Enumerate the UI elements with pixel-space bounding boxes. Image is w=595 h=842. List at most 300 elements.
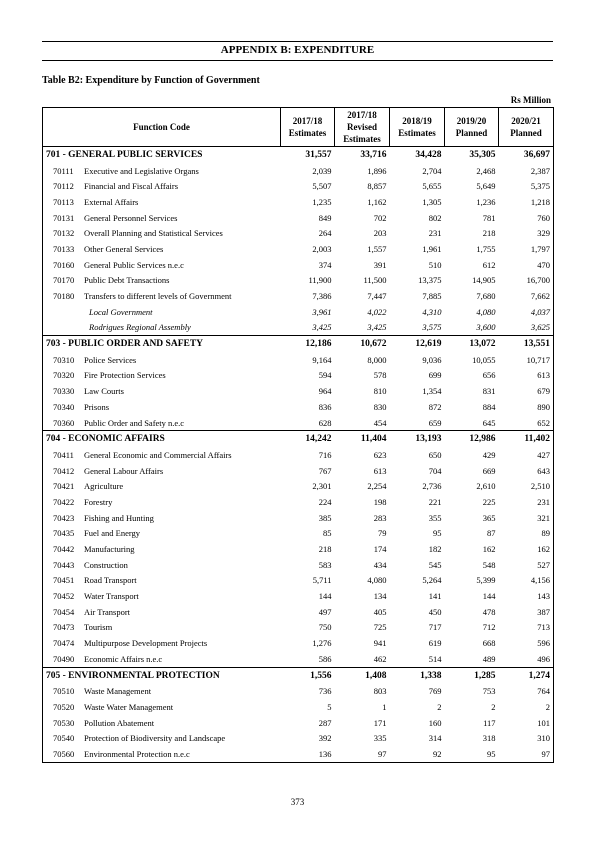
value-cell: 231 — [537, 496, 550, 507]
function-code: 70160 — [53, 259, 75, 270]
function-label: Fuel and Energy — [84, 528, 141, 539]
value-cell: 318 — [482, 733, 496, 744]
function-label: Police Services — [84, 354, 137, 365]
value-cell: 182 — [428, 544, 442, 555]
column-header-2020-21-planned: 2020/21 Planned — [499, 108, 554, 147]
value-cell: 14,905 — [472, 275, 496, 286]
value-cell: 645 — [482, 417, 496, 428]
value-cell: 679 — [537, 386, 550, 397]
function-cell — [43, 526, 281, 542]
value-cell: 619 — [428, 638, 442, 649]
value-cell: 545 — [428, 559, 442, 570]
value-cell: 7,386 — [312, 291, 332, 302]
function-label: Pollution Abatement — [84, 717, 155, 728]
table-row — [43, 383, 554, 399]
function-code: 70422 — [53, 496, 75, 507]
appendix-title: APPENDIX B: EXPENDITURE — [220, 44, 375, 56]
value-cell: 462 — [373, 653, 387, 664]
table-row — [43, 715, 554, 731]
table-row — [43, 510, 554, 526]
value-cell: 2 — [437, 701, 442, 712]
value-cell: 3,600 — [476, 322, 496, 333]
expenditure-table — [42, 107, 554, 763]
value-cell: 717 — [428, 622, 442, 633]
value-cell: 454 — [373, 417, 387, 428]
table-row — [43, 399, 554, 415]
value-cell: 872 — [428, 401, 442, 412]
function-code: 70113 — [53, 196, 74, 207]
function-label: Waste Water Management — [84, 701, 174, 712]
section-label: 703 - PUBLIC ORDER AND SAFETY — [43, 336, 281, 352]
function-code: 70421 — [53, 481, 75, 492]
function-cell — [43, 683, 281, 699]
function-cell — [43, 273, 281, 289]
value-cell: 1,408 — [335, 667, 390, 683]
function-code: 70423 — [53, 512, 75, 523]
value-cell: 668 — [482, 638, 496, 649]
function-cell — [43, 241, 281, 257]
value-cell: 14,242 — [281, 431, 335, 447]
value-cell: 578 — [373, 370, 387, 381]
function-code: 70454 — [53, 606, 75, 617]
value-cell: 203 — [373, 228, 387, 239]
value-cell: 1,354 — [422, 386, 442, 397]
table-row — [43, 746, 554, 762]
table-row — [43, 241, 554, 257]
value-cell: 3,961 — [312, 306, 332, 317]
value-cell: 510 — [428, 259, 442, 270]
value-cell: 264 — [318, 228, 332, 239]
function-cell — [43, 604, 281, 620]
value-cell: 767 — [318, 465, 332, 476]
value-cell: 174 — [373, 544, 387, 555]
value-cell: 2,301 — [312, 481, 332, 492]
function-code: 70443 — [53, 559, 75, 570]
value-cell: 224 — [318, 496, 332, 507]
function-code: 70112 — [53, 181, 74, 192]
function-cell — [43, 588, 281, 604]
function-label: External Affairs — [84, 196, 139, 207]
function-cell — [43, 383, 281, 399]
value-cell: 1,276 — [312, 638, 332, 649]
value-cell: 1,274 — [499, 667, 554, 683]
table-row — [43, 573, 554, 589]
function-code: 70474 — [53, 638, 75, 649]
function-code: 70510 — [53, 686, 75, 697]
section-label: 705 - ENVIRONMENTAL PROTECTION — [43, 667, 281, 683]
column-header-2017-18-revised-estimates: 2017/18 Revised Estimates — [335, 108, 390, 147]
value-cell: 335 — [373, 733, 387, 744]
column-header-2019-20-planned: 2019/20 Planned — [445, 108, 499, 147]
function-code: 70310 — [53, 354, 75, 365]
value-cell: 141 — [428, 591, 442, 602]
value-cell: 514 — [428, 653, 442, 664]
value-cell: 7,680 — [476, 291, 496, 302]
value-cell: 712 — [482, 622, 496, 633]
function-label: General Labour Affairs — [84, 465, 164, 476]
value-cell: 699 — [428, 370, 442, 381]
value-cell: 5 — [327, 701, 332, 712]
value-cell: 716 — [318, 449, 332, 460]
function-code: 70340 — [53, 401, 75, 412]
value-cell: 583 — [318, 559, 332, 570]
value-cell: 2,468 — [476, 165, 496, 176]
value-cell: 2,736 — [422, 481, 442, 492]
function-code: 70520 — [53, 701, 75, 712]
value-cell: 11,900 — [308, 275, 332, 286]
value-cell: 750 — [318, 622, 332, 633]
function-cell — [43, 178, 281, 194]
value-cell: 221 — [428, 496, 442, 507]
value-cell: 310 — [537, 733, 550, 744]
function-label: Environmental Protection n.e.c — [84, 748, 190, 759]
sub-item-row — [43, 320, 554, 336]
function-label: Tourism — [84, 622, 113, 633]
value-cell: 1,218 — [530, 196, 550, 207]
value-cell: 5,711 — [312, 575, 332, 586]
value-cell: 849 — [318, 212, 332, 223]
value-cell: 143 — [537, 591, 550, 602]
function-label: Fishing and Hunting — [84, 512, 154, 523]
table-row — [43, 463, 554, 479]
function-code: 70111 — [53, 165, 74, 176]
value-cell: 1,236 — [476, 196, 496, 207]
value-cell: 890 — [537, 401, 550, 412]
value-cell: 781 — [482, 212, 496, 223]
value-cell: 713 — [537, 622, 550, 633]
value-cell: 231 — [428, 228, 442, 239]
header-rule — [42, 60, 553, 61]
value-cell: 9,164 — [312, 354, 332, 365]
function-label: Prisons — [84, 401, 110, 412]
function-code: 70412 — [53, 465, 75, 476]
value-cell: 13,072 — [445, 336, 499, 352]
value-cell: 1 — [382, 701, 387, 712]
value-cell: 5,399 — [476, 575, 496, 586]
value-cell: 1,305 — [422, 196, 442, 207]
table-row — [43, 368, 554, 384]
function-label: Other General Services — [84, 243, 164, 254]
value-cell: 198 — [373, 496, 387, 507]
value-cell: 16,700 — [526, 275, 550, 286]
function-label: Public Debt Transactions — [84, 275, 170, 286]
value-cell: 13,551 — [499, 336, 554, 352]
value-cell: 2,039 — [312, 165, 332, 176]
sub-item-label: Local Government — [89, 306, 153, 317]
value-cell: 2,704 — [422, 165, 442, 176]
function-label: Protection of Biodiversity and Landscape — [84, 733, 226, 744]
function-cell — [43, 557, 281, 573]
value-cell: 117 — [483, 717, 496, 728]
value-cell: 13,375 — [418, 275, 442, 286]
value-cell: 650 — [428, 449, 442, 460]
function-cell — [43, 510, 281, 526]
function-code: 70540 — [53, 733, 75, 744]
value-cell: 836 — [318, 401, 332, 412]
function-code: 70530 — [53, 717, 75, 728]
table-row — [43, 273, 554, 289]
function-cell — [43, 635, 281, 651]
value-cell: 218 — [482, 228, 496, 239]
table-body — [43, 147, 554, 763]
value-cell: 596 — [537, 638, 550, 649]
value-cell: 374 — [318, 259, 332, 270]
value-cell: 162 — [482, 544, 496, 555]
value-cell: 659 — [428, 417, 442, 428]
value-cell: 2,387 — [530, 165, 550, 176]
value-cell: 704 — [428, 465, 442, 476]
value-cell: 2,254 — [367, 481, 387, 492]
value-cell: 3,575 — [422, 322, 442, 333]
value-cell: 2,610 — [476, 481, 496, 492]
function-cell — [43, 163, 281, 179]
value-cell: 10,717 — [526, 354, 550, 365]
value-cell: 387 — [537, 606, 550, 617]
value-cell: 2 — [545, 701, 550, 712]
function-code: 70180 — [53, 291, 75, 302]
value-cell: 429 — [482, 449, 496, 460]
value-cell: 489 — [482, 653, 496, 664]
value-cell: 478 — [482, 606, 496, 617]
function-cell — [43, 447, 281, 463]
function-code: 70473 — [53, 622, 75, 633]
function-cell — [43, 620, 281, 636]
value-cell: 1,556 — [281, 667, 335, 683]
table-row — [43, 194, 554, 210]
value-cell: 1,896 — [367, 165, 387, 176]
function-cell — [43, 730, 281, 746]
value-cell: 725 — [373, 622, 387, 633]
function-code: 70131 — [53, 212, 75, 223]
value-cell: 97 — [335, 746, 390, 762]
value-cell: 101 — [537, 717, 550, 728]
value-cell: 769 — [428, 686, 442, 697]
column-header-2018-19-estimates: 2018/19 Estimates — [390, 108, 445, 147]
value-cell: 4,037 — [530, 306, 550, 317]
table-row — [43, 557, 554, 573]
value-cell: 8,000 — [367, 354, 387, 365]
value-cell: 7,662 — [530, 291, 550, 302]
table-row — [43, 257, 554, 273]
value-cell: 802 — [428, 212, 442, 223]
function-cell — [43, 368, 281, 384]
table-row — [43, 730, 554, 746]
function-label: Construction — [84, 559, 128, 570]
table-row — [43, 604, 554, 620]
value-cell: 1,557 — [367, 243, 387, 254]
table-row — [43, 478, 554, 494]
function-code: 70452 — [53, 591, 75, 602]
value-cell: 643 — [537, 465, 550, 476]
function-label: Law Courts — [84, 386, 124, 397]
value-cell: 405 — [373, 606, 387, 617]
value-cell: 8,857 — [367, 181, 387, 192]
value-cell: 1,162 — [367, 196, 387, 207]
value-cell: 1,235 — [312, 196, 332, 207]
function-cell — [43, 415, 281, 431]
value-cell: 1,961 — [422, 243, 442, 254]
value-cell: 79 — [378, 528, 387, 539]
function-cell — [43, 399, 281, 415]
value-cell: 134 — [373, 591, 387, 602]
value-cell: 613 — [373, 465, 387, 476]
value-cell: 11,404 — [335, 431, 390, 447]
value-cell: 5,375 — [530, 181, 550, 192]
function-label: Forestry — [84, 496, 113, 507]
value-cell: 1,285 — [445, 667, 499, 683]
value-cell: 656 — [482, 370, 496, 381]
value-cell: 144 — [482, 591, 496, 602]
table-row — [43, 415, 554, 431]
function-label: Executive and Legislative Organs — [84, 165, 199, 176]
value-cell: 3,425 — [312, 322, 332, 333]
function-code: 70132 — [53, 228, 75, 239]
value-cell: 2,003 — [312, 243, 332, 254]
value-cell: 321 — [537, 512, 550, 523]
function-label: Overall Planning and Statistical Services — [84, 228, 223, 239]
column-header-2017-18-estimates: 2017/18 Estimates — [281, 108, 335, 147]
function-code: 70133 — [53, 243, 75, 254]
value-cell: 5,507 — [312, 181, 332, 192]
value-cell: 10,055 — [472, 354, 496, 365]
section-label: 701 - GENERAL PUBLIC SERVICES — [46, 149, 203, 160]
value-cell: 803 — [373, 686, 387, 697]
value-cell: 355 — [428, 512, 442, 523]
value-cell: 136 — [281, 746, 335, 762]
function-label: Water Transport — [84, 591, 139, 602]
value-cell: 669 — [482, 465, 496, 476]
function-label: General Economic and Commercial Affairs — [84, 449, 232, 460]
value-cell: 36,697 — [523, 149, 550, 160]
value-cell: 613 — [537, 370, 550, 381]
function-cell — [43, 715, 281, 731]
value-cell: 4,022 — [367, 306, 387, 317]
value-cell: 548 — [482, 559, 496, 570]
value-cell: 5,649 — [476, 181, 496, 192]
value-cell: 9,036 — [422, 354, 442, 365]
value-cell: 2 — [491, 701, 496, 712]
value-cell: 385 — [318, 512, 332, 523]
value-cell: 10,672 — [335, 336, 390, 352]
value-cell: 5,655 — [422, 181, 442, 192]
table-row — [43, 541, 554, 557]
value-cell: 702 — [373, 212, 387, 223]
value-cell: 496 — [537, 653, 550, 664]
function-code: 70442 — [53, 544, 75, 555]
value-cell: 736 — [318, 686, 332, 697]
value-cell: 450 — [428, 606, 442, 617]
value-cell: 162 — [537, 544, 550, 555]
function-label: Waste Management — [84, 686, 152, 697]
value-cell: 31,557 — [305, 149, 332, 160]
function-label: Economic Affairs n.e.c — [84, 653, 163, 664]
table-row — [43, 651, 554, 667]
function-cell — [43, 699, 281, 715]
value-cell: 884 — [482, 401, 496, 412]
value-cell: 35,305 — [469, 149, 496, 160]
value-cell: 225 — [482, 496, 496, 507]
function-cell — [43, 478, 281, 494]
table-row — [43, 210, 554, 226]
function-cell — [43, 463, 281, 479]
function-label: Multipurpose Development Projects — [84, 638, 208, 649]
value-cell: 283 — [373, 512, 387, 523]
value-cell: 497 — [318, 606, 332, 617]
value-cell: 760 — [537, 212, 550, 223]
sub-item-label: Rodrigues Regional Assembly — [89, 322, 191, 333]
value-cell: 95 — [433, 528, 442, 539]
function-cell — [43, 352, 281, 368]
function-cell — [43, 288, 281, 304]
function-cell — [43, 573, 281, 589]
value-cell: 941 — [373, 638, 387, 649]
value-cell: 964 — [318, 386, 332, 397]
value-cell: 85 — [323, 528, 332, 539]
value-cell: 144 — [318, 591, 332, 602]
table-header-row — [43, 108, 554, 147]
function-cell — [43, 541, 281, 557]
section-row — [43, 147, 554, 163]
value-cell: 12,986 — [445, 431, 499, 447]
value-cell: 92 — [390, 746, 445, 762]
function-label: General Personnel Services — [84, 212, 178, 223]
value-cell: 764 — [537, 686, 550, 697]
function-cell — [43, 651, 281, 667]
value-cell: 2,510 — [530, 481, 550, 492]
table-row — [43, 163, 554, 179]
value-cell: 391 — [373, 259, 387, 270]
value-cell: 4,080 — [476, 306, 496, 317]
value-cell: 5,264 — [422, 575, 442, 586]
value-cell: 628 — [318, 417, 332, 428]
function-cell — [43, 746, 281, 762]
value-cell: 34,428 — [415, 149, 442, 160]
function-cell — [43, 257, 281, 273]
value-cell: 4,156 — [530, 575, 550, 586]
function-label: Transfers to different levels of Government — [84, 291, 232, 302]
table-row — [43, 288, 554, 304]
function-label: Road Transport — [84, 575, 137, 586]
value-cell: 3,425 — [367, 322, 387, 333]
value-cell: 392 — [318, 733, 332, 744]
function-label: Manufacturing — [84, 544, 135, 555]
page-number: 373 — [290, 797, 305, 807]
value-cell: 7,447 — [367, 291, 387, 302]
value-cell: 594 — [318, 370, 332, 381]
value-cell: 287 — [318, 717, 332, 728]
function-code: 70560 — [53, 748, 75, 759]
value-cell: 95 — [445, 746, 499, 762]
value-cell: 89 — [541, 528, 550, 539]
top-rule — [42, 41, 553, 42]
value-cell: 1,797 — [530, 243, 550, 254]
value-cell: 33,716 — [360, 149, 387, 160]
value-cell: 4,080 — [367, 575, 387, 586]
table-caption: Table B2: Expenditure by Function of Government — [42, 75, 260, 86]
table-row — [43, 588, 554, 604]
table-row — [43, 683, 554, 699]
function-code: 70320 — [53, 370, 75, 381]
value-cell: 830 — [373, 401, 387, 412]
value-cell: 12,186 — [281, 336, 335, 352]
function-label: Fire Protection Services — [84, 370, 166, 381]
function-label: Public Order and Safety n.e.c — [84, 417, 185, 428]
function-cell — [43, 210, 281, 226]
value-cell: 623 — [373, 449, 387, 460]
value-cell: 1,338 — [390, 667, 445, 683]
column-header-function-code: Function Code — [43, 108, 281, 147]
value-cell: 3,625 — [530, 322, 550, 333]
